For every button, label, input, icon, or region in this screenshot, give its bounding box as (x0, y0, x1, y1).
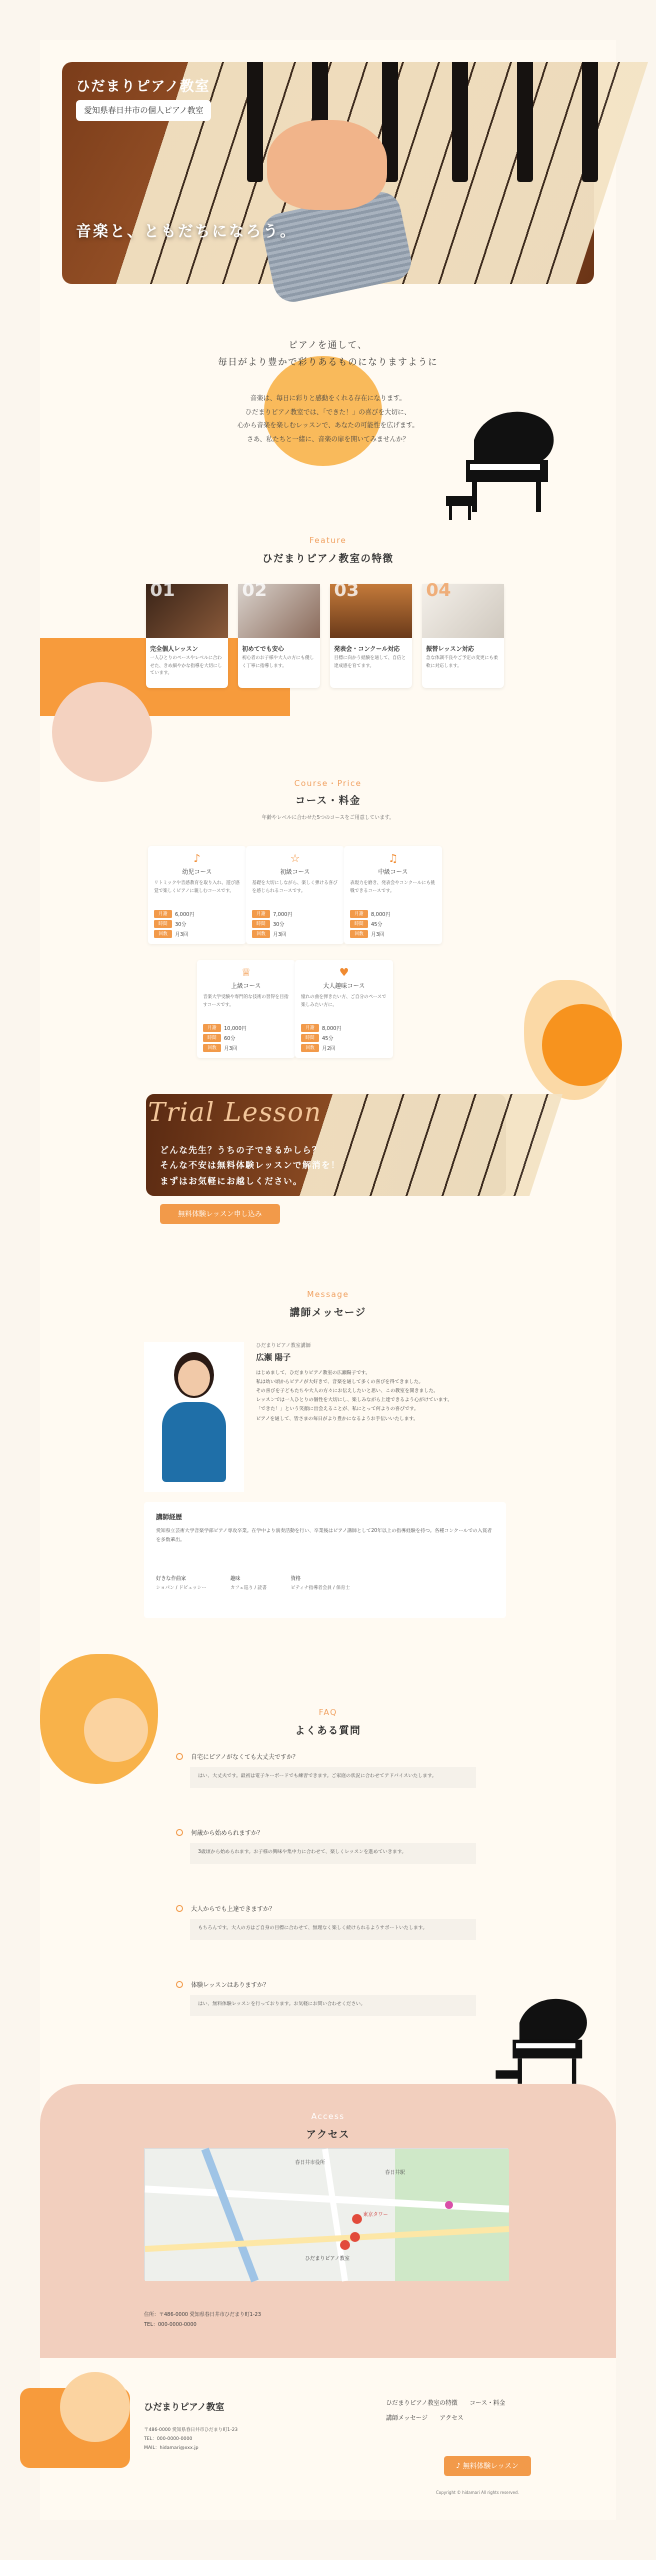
access-info: 住所：〒486-0000 愛知県春日井市ひだまり町1-23 TEL：000-0000-0000 (144, 2312, 262, 2328)
course-icon: ♕ (241, 966, 251, 979)
question-icon (176, 1829, 183, 1836)
price-tag: 月謝 (301, 1024, 319, 1032)
price-value: 30分 (273, 921, 285, 928)
faq-title: よくある質問 (295, 1726, 361, 1737)
price-row (252, 910, 338, 918)
footer-nav-message[interactable]: 講師メッセージ (386, 2415, 428, 2422)
faq-en: FAQ (318, 1708, 338, 1717)
footer-contact: 〒486-0000 愛知県春日井市ひだまり町1-23 TEL：000-0000-0000 MAIL：hidamari@xxx.jp (144, 2428, 238, 2452)
price-row (154, 930, 240, 938)
question-icon (176, 1981, 183, 1988)
course-icon: ♫ (388, 852, 398, 865)
feature-card: 01 完全個人レッスン 一人ひとりのペースやレベルに合わせた、きめ細やかな指導を大切にしています。 (146, 584, 228, 688)
copyright: Copyright © hidamari All rights reserved. (436, 2490, 519, 2495)
grand-piano-icon (444, 400, 562, 530)
course-desc: 表現力を磨き、発表会やコンクールにも挑戦できるコースです。 (350, 881, 436, 894)
footer (40, 2358, 616, 2520)
course-card (295, 960, 393, 1058)
courses-en: Course・Price (294, 779, 362, 788)
trial-copy: どんな先生？うちの子できるかしら？ そんな不安は無料体験レッスンで解消を！ まずはお気軽にお越しください。 (160, 1146, 341, 1187)
teacher-photo (144, 1342, 244, 1492)
features-en: Feature (309, 536, 347, 545)
trial-banner (146, 1094, 506, 1218)
features-title: ひだまりピアノ教室の特徴 (262, 554, 394, 565)
question-icon (176, 1905, 183, 1912)
price-value: 45分 (322, 1035, 334, 1042)
hero-catchphrase: 音楽と、ともだちになろう。 (76, 222, 298, 240)
price-tag: 回数 (350, 930, 368, 938)
courses-title: コース・料金 (295, 796, 361, 807)
intro-heading: ピアノを通して、 毎日がより豊かで彩りあるものになりますように (217, 341, 438, 369)
price-value: 8,000円 (322, 1025, 342, 1032)
trial-script-title: Trial Lesson (148, 1098, 322, 1128)
course-card (197, 960, 295, 1058)
hand-image (267, 120, 387, 210)
feature-card: 03 発表会・コンクール対応 目標に向かう経験を通して、自信と達成感を育てます。 (330, 584, 412, 688)
question-icon (176, 1753, 183, 1760)
trial-apply-button[interactable]: 無料体験レッスン申し込み (160, 1204, 280, 1224)
price-tag: 時間 (203, 1034, 221, 1042)
course-desc: 基礎を大切にしながら、楽しく弾ける喜びを感じられるコースです。 (252, 881, 338, 894)
course-icon: ♪ (193, 852, 201, 865)
footer-nav-access[interactable]: アクセス (439, 2415, 464, 2422)
footer-nav (386, 2398, 526, 2422)
access-title: アクセス (306, 2130, 350, 2141)
price-value: 月3回 (371, 931, 385, 938)
price-value: 8,000円 (371, 911, 391, 918)
footer-nav-courses[interactable]: コース・料金 (469, 2400, 506, 2407)
price-tag: 回数 (154, 930, 172, 938)
price-tag: 時間 (252, 920, 270, 928)
course-icon: ♥ (339, 966, 349, 979)
price-tag: 月謝 (350, 910, 368, 918)
price-row (252, 920, 338, 928)
price-row (350, 920, 436, 928)
course-desc: 音楽大学受験や専門的な技術の習得を目指すコースです。 (203, 995, 289, 1008)
faq-item[interactable]: 体験レッスンはありますか？ はい、無料体験レッスンを行っております。お気軽にお問い合わせください。 (176, 1980, 476, 2056)
hero (62, 62, 594, 284)
map[interactable]: 春日井市役所 春日井駅 東京タワー ひだまりピアノ教室 (144, 2148, 508, 2280)
price-row (350, 910, 436, 918)
message-en: Message (306, 1290, 350, 1299)
price-value: 60分 (224, 1035, 236, 1042)
price-value: 45分 (371, 921, 383, 928)
intro-text: 音楽は、毎日に彩りと感動をくれる存在になります。 ひだまりピアノ教室では、「できた！」の喜びを大切に、 心から音楽を楽しむレッスンで、あなたの可能性を広げます。 さあ、私たちと一緒に、音楽の扉を開いてみませんか？ (237, 394, 419, 443)
price-value: 6,000円 (175, 911, 195, 918)
faq-item[interactable]: 自宅にピアノがなくても大丈夫ですか？ はい、大丈夫です。最初は電子キーボードでも練習できます。ご家庭の状況に合わせてアドバイスいたします。 (176, 1752, 476, 1828)
feature-card: 04 振替レッスン対応 急な体調不良やご予定の変更にも柔軟に対応します。 (422, 584, 504, 688)
price-row (203, 1024, 289, 1032)
course-name: 中級コース (378, 869, 408, 876)
course-desc: 憧れの曲を弾きたい方、ご自分のペースで楽しみたい方に。 (301, 995, 387, 1008)
footer-nav-features[interactable]: ひだまりピアノ教室の特徴 (386, 2400, 458, 2407)
price-tag: 月謝 (252, 910, 270, 918)
peach-circle (52, 682, 152, 782)
price-tag: 回数 (301, 1044, 319, 1052)
access-en: Access (311, 2112, 345, 2121)
price-row (203, 1034, 289, 1042)
price-row (154, 920, 240, 928)
music-note-icon: ♪ (456, 2462, 463, 2470)
price-tag: 時間 (350, 920, 368, 928)
course-desc: リトミックや音感教育を取り入れ、遊び感覚で楽しくピアノに親しむコースです。 (154, 881, 240, 894)
footer-title: ひだまりピアノ教室 (144, 2403, 225, 2413)
course-name: 初級コース (280, 869, 310, 876)
message-title: 講師メッセージ (289, 1308, 367, 1319)
faq-list (176, 1752, 476, 2056)
orange-circle (542, 1004, 622, 1086)
price-tag: 月謝 (203, 1024, 221, 1032)
course-card (246, 846, 344, 944)
price-value: 7,000円 (273, 911, 293, 918)
teacher-name: 広瀬 陽子 (256, 1353, 291, 1362)
price-value: 10,000円 (224, 1025, 247, 1032)
price-value: 月3回 (224, 1045, 238, 1052)
price-tag: 時間 (301, 1034, 319, 1042)
price-row (252, 930, 338, 938)
price-row (301, 1044, 387, 1052)
price-row (301, 1034, 387, 1042)
price-tag: 時間 (154, 920, 172, 928)
faq-item[interactable]: 大人からでも上達できますか？ もちろんです。大人の方はご自身の目標に合わせて、無理なく楽しく続けられるようサポートいたします。 (176, 1904, 476, 1980)
price-tag: 回数 (203, 1044, 221, 1052)
course-name: 上級コース (231, 983, 261, 990)
price-value: 月2回 (322, 1045, 336, 1052)
page (40, 40, 616, 2520)
message-body: ひだまりピアノ教室講師 広瀬 陽子 はじめまして、ひだまりピアノ教室の広瀬陽子です。 私は幼い頃からピアノが大好きで、音楽を通して多くの喜びを得てきました。 その喜びを子どもたちや大人の方々にお伝えしたいと思い、この教室を開きました。 レッスンでは一人ひとりの個性を大切にし、楽しみながら上達できるよう心がけています。 「できた！」という笑顔に出会えることが、私にとって何よりの喜びです。 ピアノを通して、皆さまの毎日がより豊かになるようお手伝いいたします。 (256, 1342, 508, 1424)
profile-columns: 好きな作曲家 ショパン / ドビュッシー 趣味 カフェ巡り / 読書 資格 ピティナ指導者会員 / 保育士 (156, 1576, 350, 1591)
price-tag: 月謝 (154, 910, 172, 918)
course-card (344, 846, 442, 944)
course-name: 大人趣味コース (323, 983, 365, 990)
course-card (148, 846, 246, 944)
faq-item[interactable]: 何歳から始められますか？ 3歳頃から始められます。お子様の興味や集中力に合わせて、楽しくレッスンを進めていきます。 (176, 1828, 476, 1904)
grand-piano-icon (494, 1988, 594, 2100)
price-row (350, 930, 436, 938)
price-tag: 回数 (252, 930, 270, 938)
price-value: 月3回 (175, 931, 189, 938)
footer-trial-button[interactable]: ♪ 無料体験レッスン (444, 2456, 531, 2476)
price-value: 30分 (175, 921, 187, 928)
feature-card: 02 初めてでも安心 初心者のお子様や大人の方にも優しく丁寧に指導します。 (238, 584, 320, 688)
course-icon: ☆ (290, 852, 300, 865)
price-row (301, 1024, 387, 1032)
price-row (154, 910, 240, 918)
price-value: 月3回 (273, 931, 287, 938)
price-row (203, 1044, 289, 1052)
courses-intro: 年齢やレベルに合わせた5つのコースをご用意しています。 (261, 815, 395, 821)
hero-badge: 愛知県春日井市の個人ピアノ教室 (76, 100, 211, 121)
profile-box: 講師経歴 愛知県立芸術大学音楽学部ピアノ専攻卒業。在学中より演奏活動を行い、卒業後はピアノ講師として20年以上の指導経験を持つ。各種コンクールでの入賞者を多数輩出。 好きな作曲家 ショパン / ドビュッシー 趣味 カフェ巡り / 読書 資格 ピティナ指導者会員 / 保育士 (144, 1502, 506, 1618)
course-name: 幼児コース (182, 869, 212, 876)
site-title: ひだまりピアノ教室 (76, 79, 210, 95)
